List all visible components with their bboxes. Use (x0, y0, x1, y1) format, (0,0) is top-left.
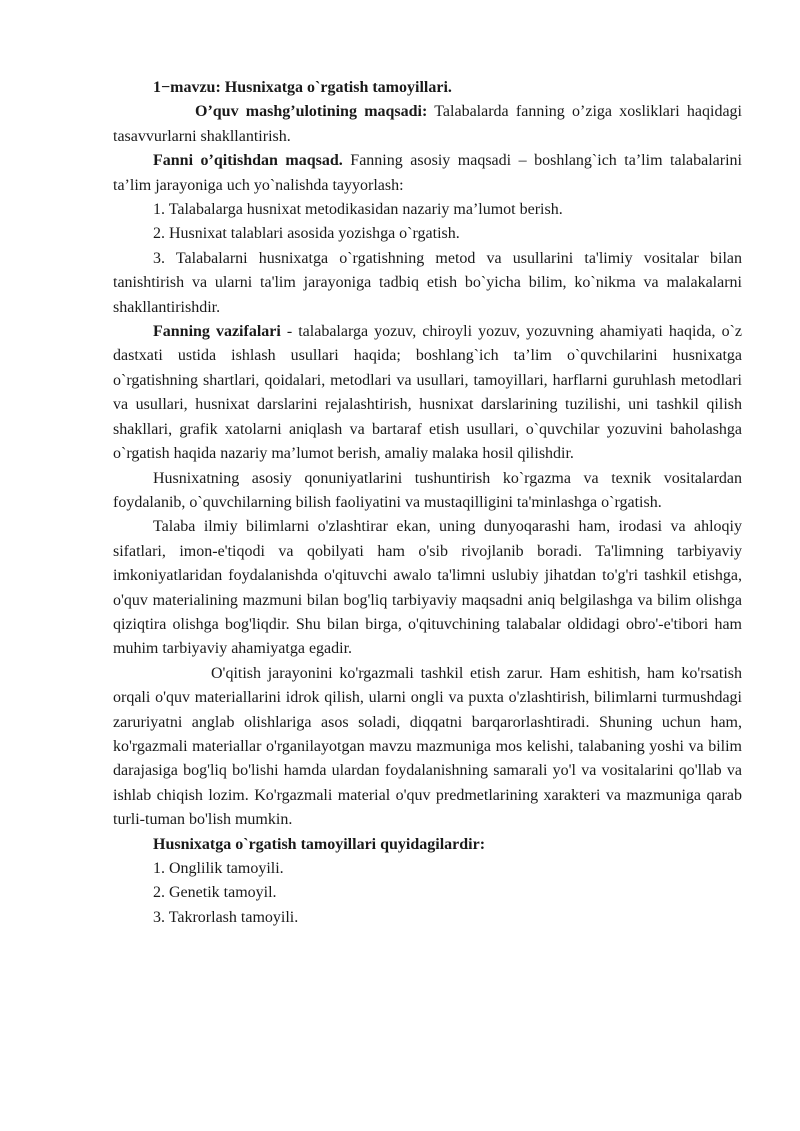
lesson-goal (113, 100, 742, 149)
paragraph-2: Talaba ilmiy bilimlarni o'zlashtirar ekan, uning dunyoqarashi ham, irodasi va ahloqiy sifatlari, imon-e'tiqodi va qobilyati ham o'sib rivojlanib boradi. Ta'limning tarbiyaviy imkoniyatlaridan foydalanishda o'qituvchi awalo ta'limni uslubiy jihatdan to'g'ri tashkil etishga, o'quv materialining mazmuni bilan bog'liq tarbiyaviy maqsadni aniq belgilashga va bilim olishga qiziqtira olishga bog'liqdir. Shu bilan birga, o'qituvchining talabalar oldidagi obro'-e'tibori ham muhim tarbiyaviy ahamiyatga egadir. (113, 518, 742, 658)
principle-item: 3. Takrorlash tamoyili. (153, 908, 299, 926)
teaching-goal-text: Fanning asosiy maqsadi – boshlang`ich ta’lim talabalarini ta’lim jarayoniga uch yo`nalishda tayyorlash: (113, 152, 743, 194)
paragraph-3: O'qitish jarayonini ko'rgazmali tashkil etish zarur. Ham eshitish, ham ko'rsatish orqali o'quv materiallarini idrok qilish, ularni ongli va puxta o'zlashtirish, bilimlarni turmushdagi zaruriyatni anglab olishlariga asos soladi, diqqatni barqarorlashtiradi. Shuning uchun ham, ko'rgazmali materiallar o'rganilayotgan mavzu mazmuniga mos kelishi, talabaning yoshi va bilim darajasiga bog'liq bo'lishi hamda ulardan foydalanishning samarali yo'l va vositalarini qo'llab va ishlab chiqish lozim. Ko'rgazmali material o'quv predmetlarining xarakteri va mazmuniga qarab turli-tuman bo'lish mumkin. (113, 664, 742, 829)
tasks-paragraph (113, 320, 742, 466)
direction-item: 3. Talabalarni husnixatga o`rgatishning metod va usullarini ta'limiy vositalar bilan tanishtirish va ularni ta'lim jarayoniga tadbiq etish bo`yicha bilim, ko`nikma va malakalarni shakllantirishdir. (113, 249, 742, 316)
tasks-label: Fanning vazifalari (153, 323, 281, 341)
goal-text: Talabalarda fanning o’ziga xosliklari haqidagi tasavvurlarni shakllantirish. (113, 103, 742, 145)
direction-item: 2. Husnixat talablari asosida yozishga o`rgatish. (153, 225, 460, 243)
principles-heading: Husnixatga o`rgatish tamoyillari quyidagilardir: (153, 835, 486, 853)
teaching-goal (113, 149, 742, 198)
goal-label: O’quv mashg’ulotining maqsadi: (195, 103, 428, 121)
lesson-title: 1−mavzu: Husnixatga o`rgatish tamoyillari. (153, 79, 452, 96)
document-page (113, 76, 742, 930)
tasks-text: - talabalarga yozuv, chiroyli yozuv, yozuvning ahamiyati haqida, o`z dastxati ustida ishlash usullari haqida; boshlang`ich ta’lim o`quvchilarini husnixatga o`rgatishning shartlari, qoidalari, metodlari va usullari, tamoyillari, harflarni guruhlash metodlari va usullari, husnixat darslarini rejalashtirish, husnixat darslarining tuzilishi, uni tashkil qilish shakllari, grafik xatolarni aniqlash va bartaraf etish usullari, o`quvchilar yozuvini baholashga o`rgatish haqida nazariy ma’lumot berish, amaliy malaka hosil qilishdir. (113, 323, 743, 463)
direction-item: 1. Talabalarga husnixat metodikasidan nazariy ma’lumot berish. (153, 201, 563, 219)
principle-item: 2. Genetik tamoyil. (153, 884, 277, 902)
teaching-goal-label: Fanni o’qitishdan maqsad. (153, 152, 343, 170)
paragraph-1: Husnixatning asosiy qonuniyatlarini tushuntirish ko`rgazma va texnik vositalardan foydalanib, o`quvchilarning bilish faoliyatini va mustaqilligini ta'minlashga o`rgatish. (113, 469, 742, 511)
principle-item: 1. Onglilik tamoyili. (153, 860, 284, 877)
